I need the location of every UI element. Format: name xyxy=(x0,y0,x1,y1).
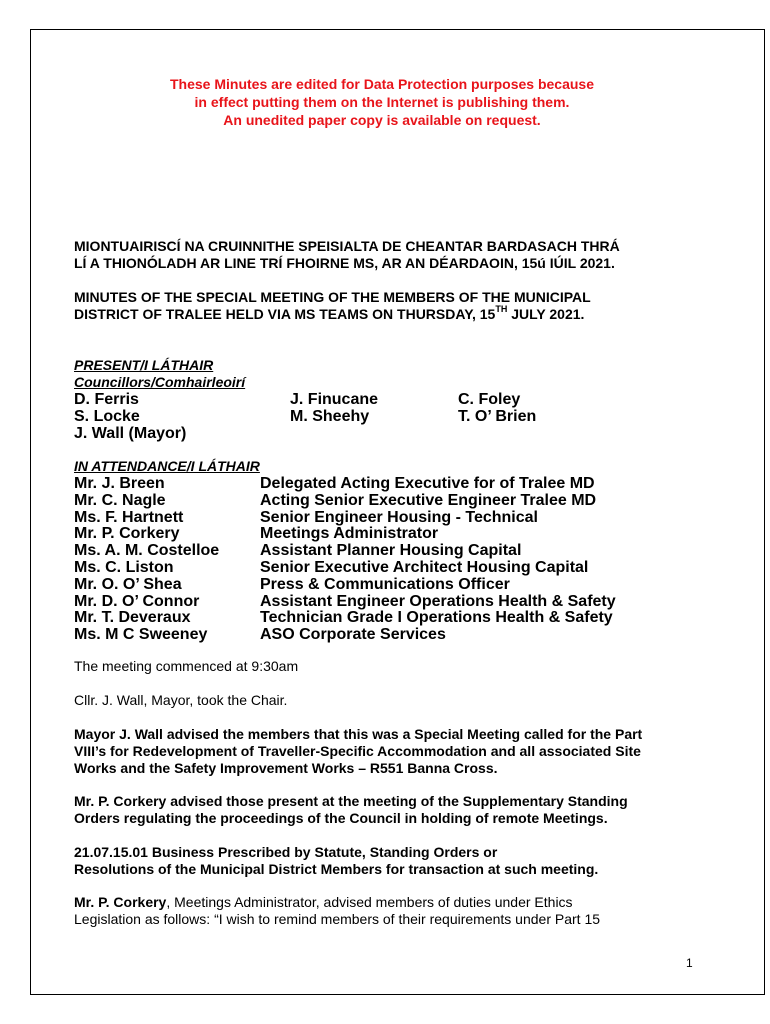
present-title: PRESENT/I LÁTHAIR xyxy=(74,357,214,373)
heading-english-line-2-end: JULY 2021. xyxy=(507,306,585,322)
heading-irish-line-2: LÍ A THIONÓLADH AR LINE TRÍ FHOIRNE MS, AR AN DÉARDAOIN, 15ú IÚIL 2021. xyxy=(74,255,615,271)
heading-english-line-2 xyxy=(74,306,714,323)
page-number: 1 xyxy=(686,956,693,970)
councillor-name: J. Finucane xyxy=(290,391,379,408)
attendee-role: Senior Executive Architect Housing Capital xyxy=(260,558,589,576)
attendance-row xyxy=(74,475,714,492)
standing-orders-paragraph xyxy=(74,793,714,827)
ethics-line-2: Legislation as follows: “I wish to remind members of their requirements under Part 15 xyxy=(74,911,601,927)
attendee-role: Assistant Planner Housing Capital xyxy=(260,542,522,560)
chair-text: Cllr. J. Wall, Mayor, took the Chair. xyxy=(74,692,288,708)
notice-line-3: An unedited paper copy is available on request. xyxy=(223,112,541,128)
standing-orders-line-2: Orders regulating the proceedings of the Council in holding of remote Meetings. xyxy=(74,810,608,826)
attendee-name: Mr. J. Breen xyxy=(74,475,165,492)
attendee-role: Technician Grade I Operations Health & Safety xyxy=(260,609,613,627)
councillors-column-1 xyxy=(74,391,186,442)
councillor-name: J. Wall (Mayor) xyxy=(74,425,187,442)
data-protection-notice xyxy=(74,75,690,129)
councillors-column-2 xyxy=(290,391,378,425)
mayor-paragraph xyxy=(74,726,714,777)
attendance-row xyxy=(74,559,714,576)
attendee-name: Mr. C. Nagle xyxy=(74,491,166,509)
notice-line-1: These Minutes are edited for Data Protection purposes because xyxy=(170,76,594,92)
attendance-row xyxy=(74,609,714,626)
ethics-speaker-name: Mr. P. Corkery xyxy=(74,894,167,910)
ethics-line-1-text: , Meetings Administrator, advised members of duties under Ethics xyxy=(166,894,573,910)
attendee-name: Ms. M C Sweeney xyxy=(74,626,208,644)
attendance-row xyxy=(74,542,714,559)
councillor-name: M. Sheehy xyxy=(290,408,370,425)
attendee-name: Mr. D. O’ Connor xyxy=(74,592,200,610)
meeting-commenced-text: The meeting commenced at 9:30am xyxy=(74,658,299,674)
attendee-role: Senior Engineer Housing - Technical xyxy=(260,508,538,526)
attendee-role: Meetings Administrator xyxy=(260,525,439,543)
councillor-name: D. Ferris xyxy=(74,391,139,408)
attendee-name: Mr. P. Corkery xyxy=(74,525,180,543)
attendee-name: Ms. C. Liston xyxy=(74,558,174,576)
heading-english-line-2-text: DISTRICT OF TRALEE HELD VIA MS TEAMS ON THURSDAY, 15 xyxy=(74,306,496,322)
attendance-row xyxy=(74,593,714,610)
attendance-row xyxy=(74,509,714,526)
councillor-name: S. Locke xyxy=(74,408,140,425)
councillors-column-3 xyxy=(458,391,536,425)
attendance-row xyxy=(74,576,714,593)
councillors-title: Councillors/Comhairleoirí xyxy=(74,374,246,390)
heading-irish-line-1: MIONTUAIRISCÍ NA CRUINNITHE SPEISIALTA DE CHEANTAR BARDASACH THRÁ xyxy=(74,238,620,254)
ethics-paragraph xyxy=(74,894,714,928)
notice-line-2: in effect putting them on the Internet is publishing them. xyxy=(194,94,570,110)
mayor-line-1: Mayor J. Wall advised the members that this was a Special Meeting called for the Part xyxy=(74,726,643,742)
councillor-name: C. Foley xyxy=(458,391,521,408)
heading-english-line-1: MINUTES OF THE SPECIAL MEETING OF THE MEMBERS OF THE MUNICIPAL xyxy=(74,289,591,305)
attendee-role: Delegated Acting Executive for of Tralee MD xyxy=(260,475,595,492)
attendee-role: Press & Communications Officer xyxy=(260,575,510,593)
attendee-role: Acting Senior Executive Engineer Tralee MD xyxy=(260,491,597,509)
attendance-row xyxy=(74,525,714,542)
attendee-name: Mr. T. Deveraux xyxy=(74,609,191,627)
mayor-line-2: VIII’s for Redevelopment of Traveller-Specific Accommodation and all associated Site xyxy=(74,743,641,759)
heading-english xyxy=(74,289,714,323)
attendee-name: Mr. O. O’ Shea xyxy=(74,575,182,593)
attendee-name: Ms. A. M. Costelloe xyxy=(74,542,220,560)
mayor-line-3: Works and the Safety Improvement Works – R551 Banna Cross. xyxy=(74,760,498,776)
heading-irish xyxy=(74,238,714,272)
attendance-row xyxy=(74,492,714,509)
attendee-name: Ms. F. Hartnett xyxy=(74,508,184,526)
business-heading xyxy=(74,844,714,878)
ordinal-suffix: TH xyxy=(495,304,508,315)
attendance-title: IN ATTENDANCE/I LÁTHAIR xyxy=(74,458,260,474)
attendance-row xyxy=(74,626,714,643)
ethics-line-1 xyxy=(74,894,714,911)
attendee-role: Assistant Engineer Operations Health & Safety xyxy=(260,592,616,610)
standing-orders-line-1: Mr. P. Corkery advised those present at the meeting of the Supplementary Standing xyxy=(74,793,628,809)
attendance-list xyxy=(74,475,714,643)
attendee-role: ASO Corporate Services xyxy=(260,626,446,644)
business-heading-line-2: Resolutions of the Municipal District Members for transaction at such meeting. xyxy=(74,861,599,877)
councillor-name: T. O’ Brien xyxy=(458,408,537,425)
business-heading-line-1: 21.07.15.01 Business Prescribed by Statute, Standing Orders or xyxy=(74,844,498,860)
